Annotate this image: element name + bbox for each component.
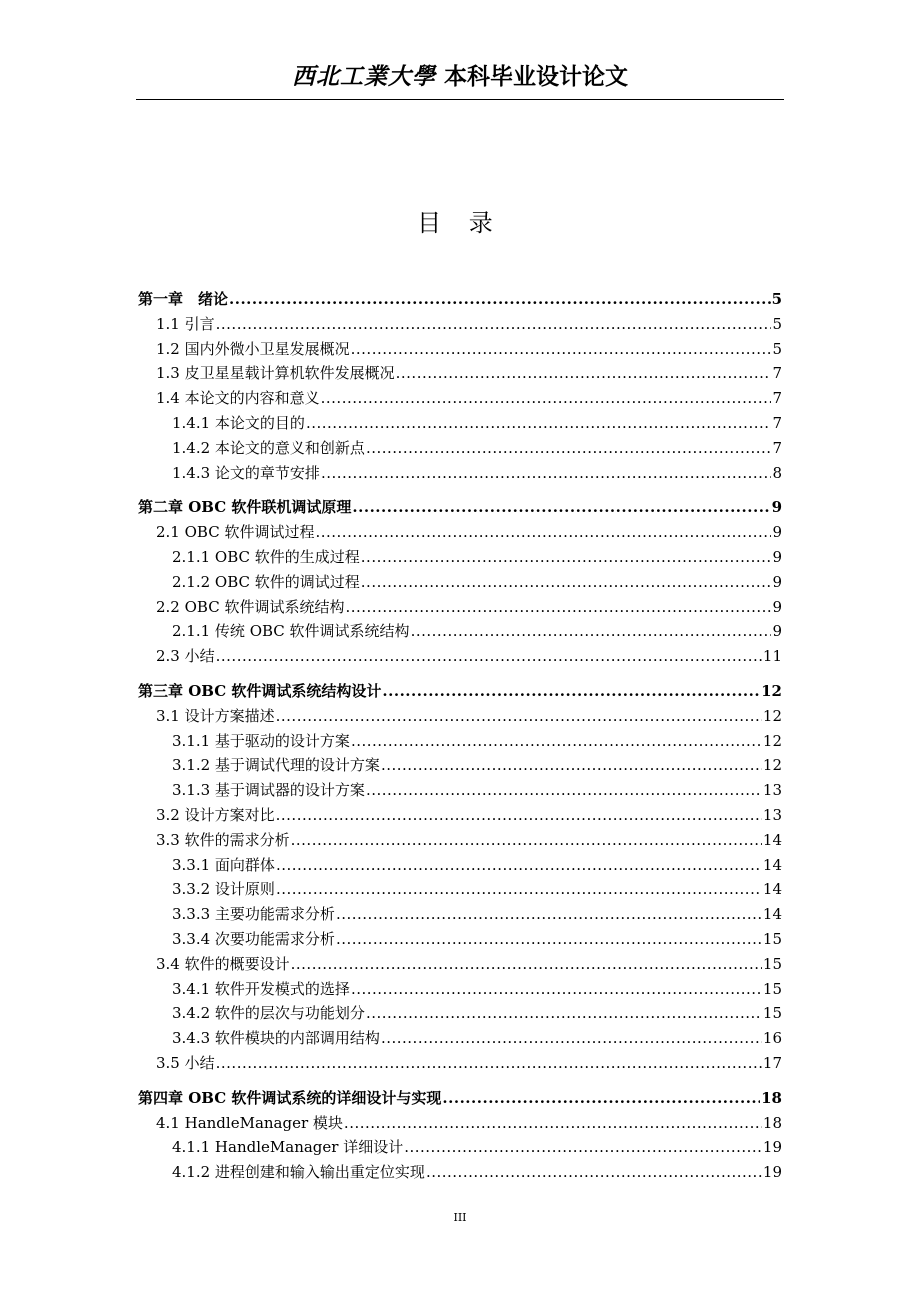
toc-dot-leader [276, 877, 762, 902]
toc-entry[interactable] [138, 436, 782, 461]
toc-entry[interactable] [138, 828, 782, 853]
toc-entry-page: 14 [762, 855, 782, 874]
toc-dot-leader [336, 927, 762, 952]
toc-entry-title: 2.1.2 OBC 软件的调试过程 [172, 572, 360, 591]
toc-chapter-entry[interactable] [138, 1086, 782, 1111]
toc-entry[interactable] [138, 570, 782, 595]
toc-entry[interactable] [138, 520, 782, 545]
toc-entry[interactable] [138, 704, 782, 729]
toc-entry-title: 3.3.4 次要功能需求分析 [172, 929, 335, 948]
toc-entry-page: 5 [771, 290, 782, 308]
toc-dot-leader [411, 619, 772, 644]
toc-entry[interactable] [138, 1135, 782, 1160]
toc-entry[interactable] [138, 778, 782, 803]
toc-entry-page: 9 [771, 498, 782, 517]
toc-entry-title: 3.4.3 软件模块的内部调用结构 [172, 1029, 380, 1048]
toc-dot-leader [315, 520, 771, 545]
toc-dot-leader [351, 729, 762, 754]
toc-entry-page: 13 [762, 805, 782, 824]
toc-entry-title: 3.2 设计方案对比 [156, 805, 275, 824]
toc-entry[interactable] [138, 803, 782, 828]
toc-dot-leader [382, 679, 760, 704]
toc-entry-title: 1.2 国内外微小卫星发展概况 [156, 339, 350, 358]
toc-entry-page: 15 [762, 954, 782, 973]
toc-entry-page: 19 [762, 1163, 782, 1182]
toc-entry-page: 5 [772, 339, 782, 358]
toc-entry-page: 12 [762, 756, 782, 775]
toc-dot-leader [404, 1135, 762, 1160]
toc-entry[interactable] [138, 1111, 782, 1136]
toc-entry-page: 14 [762, 830, 782, 849]
toc-dot-leader [276, 803, 762, 828]
toc-entry-title: 3.1 设计方案描述 [156, 706, 275, 725]
toc-dot-leader [426, 1160, 762, 1185]
toc-dot-leader [344, 1111, 762, 1136]
toc-entry[interactable] [138, 952, 782, 977]
toc-entry[interactable] [138, 1026, 782, 1051]
toc-dot-leader [442, 1086, 760, 1111]
toc-dot-leader [276, 853, 762, 878]
toc-entry-page: 9 [772, 523, 782, 542]
toc-entry-page: 12 [761, 681, 782, 700]
page-number: III [453, 1211, 467, 1224]
toc-entry-title: 3.1.2 基于调试代理的设计方案 [172, 756, 380, 775]
toc-entry-page: 12 [762, 706, 782, 725]
toc-dot-leader [321, 461, 772, 486]
toc-entry-page: 13 [762, 781, 782, 800]
toc-entry-page: 15 [762, 979, 782, 998]
toc-dot-leader [352, 495, 770, 520]
toc-entry[interactable] [138, 545, 782, 570]
toc-entry-page: 7 [772, 389, 782, 408]
toc-entry-title: 1.4.2 本论文的意义和创新点 [172, 438, 365, 457]
toc-entry-title: 3.4.2 软件的层次与功能划分 [172, 1004, 365, 1023]
toc-entry-page: 9 [772, 572, 782, 591]
toc-entry[interactable] [138, 902, 782, 927]
toc-entry-page: 9 [772, 622, 782, 641]
toc-entry[interactable] [138, 644, 782, 669]
toc-dot-leader [361, 545, 772, 570]
toc-chapter-entry[interactable] [138, 495, 782, 520]
toc-entry-page: 18 [761, 1088, 782, 1107]
toc-entry-title: 1.4.1 本论文的目的 [172, 413, 305, 432]
toc-entry[interactable] [138, 729, 782, 754]
toc-entry-title: 第一章 绪论 [138, 290, 229, 308]
toc-entry-title: 3.1.3 基于调试器的设计方案 [172, 781, 365, 800]
toc-dot-leader [396, 361, 772, 386]
toc-dot-leader [336, 902, 762, 927]
toc-entry-title: 1.4.3 论文的章节安排 [172, 463, 320, 482]
toc-entry[interactable] [138, 877, 782, 902]
toc-entry-title: 1.4 本论文的内容和意义 [156, 389, 320, 408]
toc-entry-page: 9 [772, 547, 782, 566]
toc-dot-leader [351, 337, 772, 362]
toc-entry-page: 15 [762, 929, 782, 948]
toc-entry-title: 2.1.1 OBC 软件的生成过程 [172, 547, 360, 566]
toc-entry[interactable] [138, 386, 782, 411]
toc-dot-leader [229, 287, 771, 312]
toc-dot-leader [291, 828, 762, 853]
toc-dot-leader [216, 312, 772, 337]
toc-dot-leader [216, 1051, 762, 1076]
toc-dot-leader [361, 570, 772, 595]
toc-dot-leader [366, 778, 762, 803]
toc-dot-leader [321, 386, 772, 411]
toc-entry-page: 15 [762, 1004, 782, 1023]
toc-entry-title: 3.3 软件的需求分析 [156, 830, 290, 849]
header-subtitle: 本科毕业设计论文 [444, 64, 628, 90]
toc-entry-title: 4.1.1 HandleManager 详细设计 [172, 1138, 404, 1157]
toc-entry-page: 17 [762, 1053, 782, 1072]
toc-dot-leader [276, 704, 762, 729]
toc-entry-title: 第三章 OBC 软件调试系统结构设计 [138, 681, 382, 700]
toc-entry-page: 14 [762, 880, 782, 899]
toc-entry[interactable] [138, 753, 782, 778]
toc-entry-title: 1.3 皮卫星星载计算机软件发展概况 [156, 364, 395, 383]
header-rule [136, 99, 784, 100]
toc-entry-title: 2.2 OBC 软件调试系统结构 [156, 597, 345, 616]
toc-dot-leader [351, 977, 762, 1002]
toc-entry-title: 4.1 HandleManager 模块 [156, 1113, 343, 1132]
toc-entry-page: 7 [772, 438, 782, 457]
toc-title: 目 录 [417, 209, 503, 237]
toc-entry-page: 7 [772, 364, 782, 383]
toc-dot-leader [381, 1026, 762, 1051]
toc-entry-title: 4.1.2 进程创建和输入输出重定位实现 [172, 1163, 425, 1182]
toc-entry-title: 2.1.1 传统 OBC 软件调试系统结构 [172, 622, 410, 641]
toc-entry-page: 14 [762, 905, 782, 924]
toc-entry-page: 16 [762, 1029, 782, 1048]
toc-entry-page: 8 [772, 463, 782, 482]
toc-entry-page: 9 [772, 597, 782, 616]
toc-dot-leader [216, 644, 762, 669]
toc-chapter-entry[interactable] [138, 287, 782, 312]
toc-entry[interactable] [138, 853, 782, 878]
toc-dot-leader [345, 595, 771, 620]
table-of-contents [138, 287, 782, 1185]
toc-dot-leader [366, 1001, 762, 1026]
toc-entry-page: 7 [772, 413, 782, 432]
toc-entry[interactable] [138, 977, 782, 1002]
toc-entry-page: 18 [762, 1113, 782, 1132]
toc-entry[interactable] [138, 337, 782, 362]
toc-entry-title: 2.3 小结 [156, 647, 215, 666]
toc-entry-title: 3.4.1 软件开发模式的选择 [172, 979, 350, 998]
toc-dot-leader [306, 411, 772, 436]
toc-entry-title: 3.3.2 设计原则 [172, 880, 275, 899]
toc-dot-leader [366, 436, 772, 461]
toc-entry-title: 3.5 小结 [156, 1053, 215, 1072]
toc-entry[interactable] [138, 461, 782, 486]
toc-entry[interactable] [138, 361, 782, 386]
toc-entry[interactable] [138, 1160, 782, 1185]
toc-entry-title: 2.1 OBC 软件调试过程 [156, 523, 315, 542]
university-logo-text: 西北工業大學 [292, 63, 436, 90]
toc-entry-title: 3.3.1 面向群体 [172, 855, 275, 874]
toc-entry[interactable] [138, 1001, 782, 1026]
toc-entry[interactable] [138, 927, 782, 952]
toc-dot-leader [291, 952, 762, 977]
toc-dot-leader [381, 753, 762, 778]
toc-entry-page: 12 [762, 731, 782, 750]
toc-entry[interactable] [138, 411, 782, 436]
toc-chapter-entry[interactable] [138, 679, 782, 704]
toc-entry-page: 5 [772, 314, 782, 333]
toc-entry-page: 19 [762, 1138, 782, 1157]
toc-entry-page: 11 [762, 647, 782, 666]
toc-entry[interactable] [138, 1051, 782, 1076]
toc-entry[interactable] [138, 312, 782, 337]
toc-entry-title: 1.1 引言 [156, 314, 215, 333]
toc-entry[interactable] [138, 595, 782, 620]
toc-entry[interactable] [138, 619, 782, 644]
toc-entry-title: 3.1.1 基于驱动的设计方案 [172, 731, 350, 750]
toc-entry-title: 第二章 OBC 软件联机调试原理 [138, 498, 352, 517]
page-header [136, 58, 784, 100]
toc-entry-title: 第四章 OBC 软件调试系统的详细设计与实现 [138, 1088, 442, 1107]
toc-entry-title: 3.3.3 主要功能需求分析 [172, 905, 335, 924]
toc-entry-title: 3.4 软件的概要设计 [156, 954, 290, 973]
